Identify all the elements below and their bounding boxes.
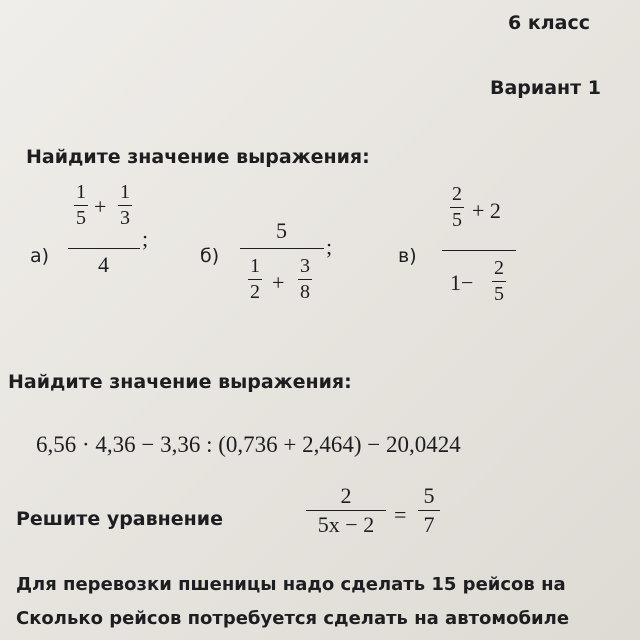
task2-title: Найдите значение выражения: [8, 371, 352, 393]
task4-line1: Для перевозки пшеницы надо сделать 15 рейсов на [16, 574, 566, 595]
equation: 2 5x − 2 = 5 7 [306, 484, 456, 564]
frac-c-1: 2 5 [452, 183, 462, 232]
frac-b-1: 1 2 [250, 255, 260, 304]
expr-c: 2 5 + 2 1− 2 5 [440, 184, 540, 334]
main-bar-c [442, 250, 516, 251]
expr-a: 1 5 + 1 3 4 ; [68, 182, 152, 292]
frac-a-2: 1 3 [120, 181, 130, 230]
grade-label: 6 класс [508, 12, 590, 34]
expr-b: 5 1 2 + 3 8 ; [240, 218, 340, 338]
eq-right-fraction: 5 7 [418, 484, 440, 537]
task2-expression: 6,56 · 4,36 − 3,36 : (0,736 + 2,464) − 20,0424 [36, 432, 461, 457]
label-b: б) [200, 245, 220, 267]
frac-a-1: 1 5 [76, 181, 86, 230]
label-c: в) [398, 245, 417, 267]
frac-c-2: 2 5 [494, 257, 504, 306]
task3-title: Решите уравнение [16, 508, 223, 530]
task1-title: Найдите значение выражения: [26, 146, 370, 168]
label-a: а) [30, 245, 50, 267]
main-bar-b [240, 248, 324, 249]
variant-label: Вариант 1 [490, 77, 602, 99]
eq-left-fraction: 2 5x − 2 [306, 484, 386, 537]
frac-b-2: 3 8 [300, 255, 310, 304]
main-bar-a [68, 248, 140, 249]
task4-line2: Сколько рейсов потребуется сделать на автомобиле [16, 608, 570, 629]
